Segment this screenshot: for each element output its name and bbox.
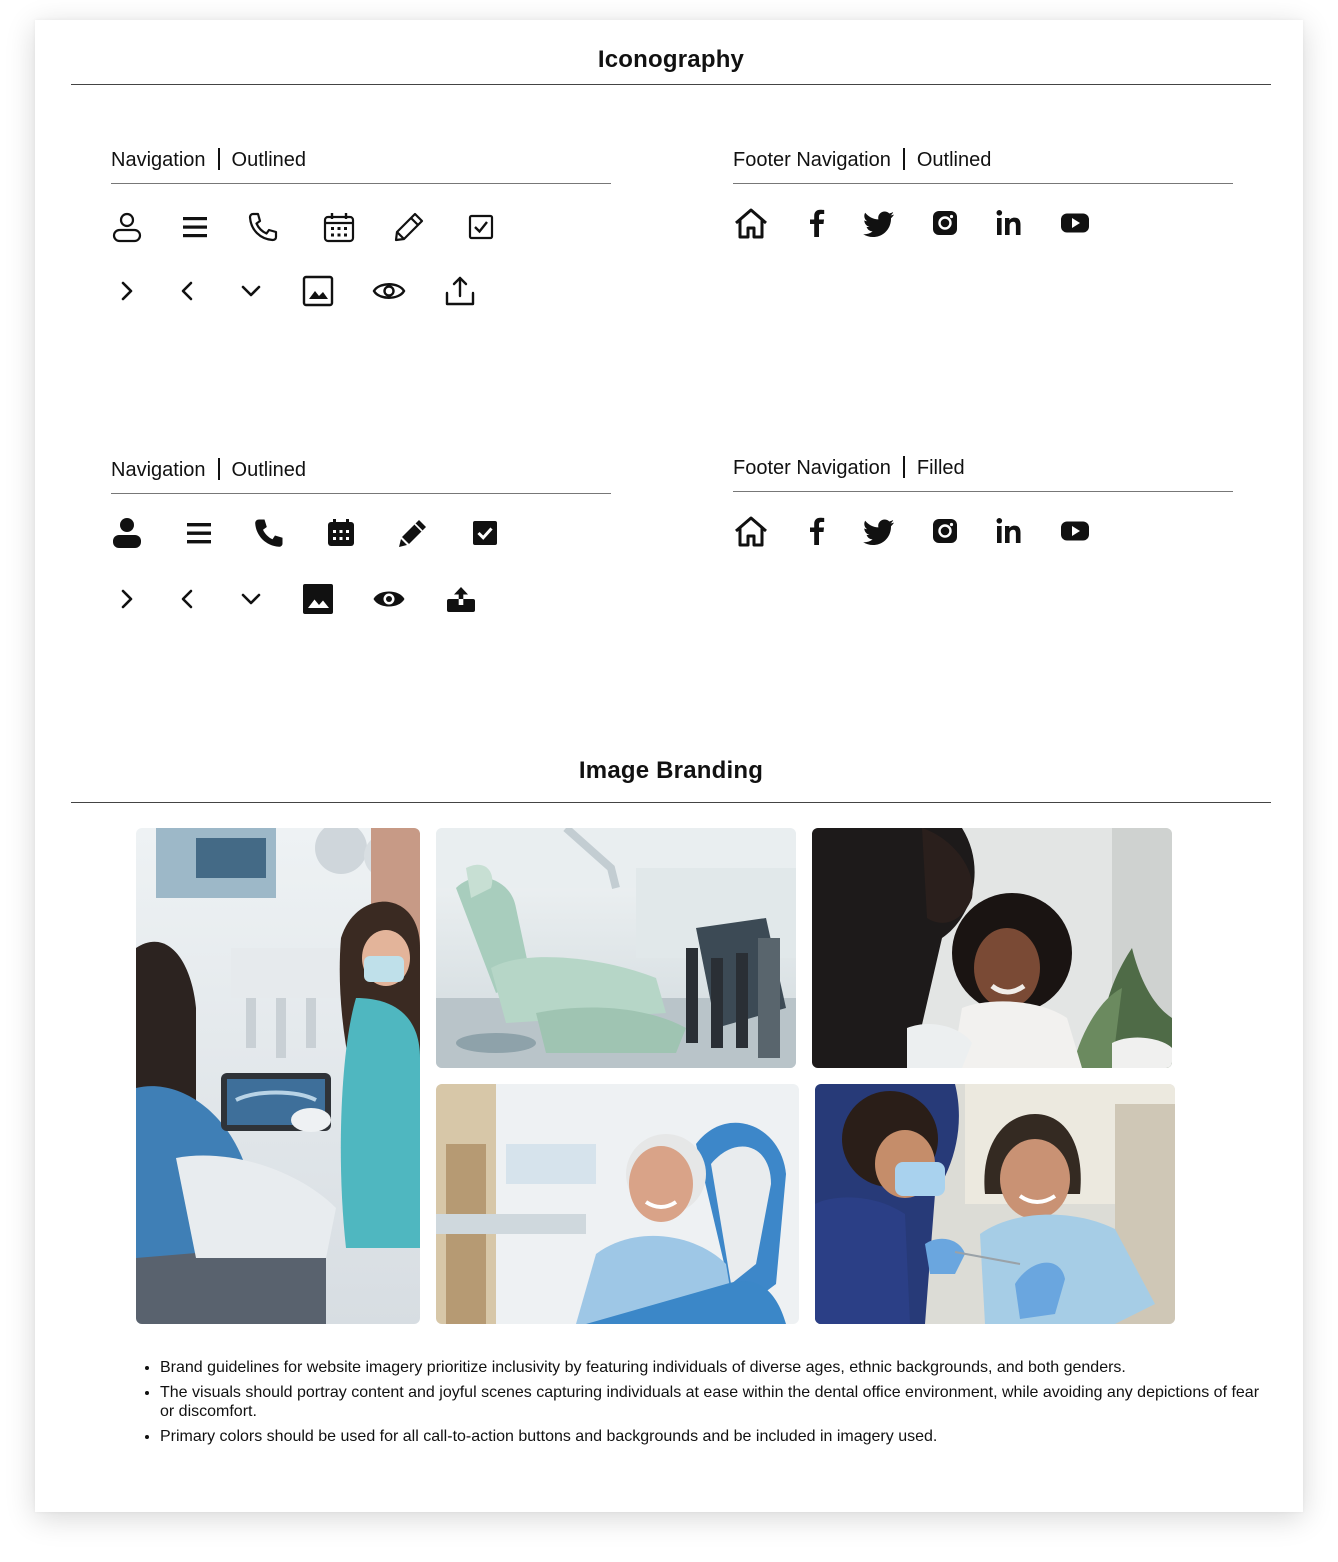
calendar-icon[interactable] xyxy=(323,515,359,551)
twitter-icon[interactable] xyxy=(861,205,897,241)
eye-icon[interactable] xyxy=(371,273,407,309)
dentist-showing-xray-tablet-photo xyxy=(136,828,420,1324)
youtube-icon[interactable] xyxy=(1057,205,1093,241)
pencil-icon[interactable] xyxy=(391,209,427,245)
iconography-title: Iconography xyxy=(597,46,745,73)
home-icon[interactable] xyxy=(733,513,769,549)
menu-icon[interactable] xyxy=(181,515,217,551)
facebook-icon[interactable] xyxy=(799,513,835,549)
group-header xyxy=(733,455,1233,481)
user-icon[interactable] xyxy=(109,515,145,551)
phone-icon[interactable] xyxy=(251,515,287,551)
group-style: Filled xyxy=(916,457,965,479)
chevron-left-icon[interactable] xyxy=(169,581,205,617)
image-branding-divider xyxy=(71,802,1271,803)
phone-icon[interactable] xyxy=(245,209,281,245)
group-style: Outlined xyxy=(231,149,307,171)
group-name: Navigation xyxy=(111,149,206,171)
menu-icon[interactable] xyxy=(177,209,213,245)
header-separator xyxy=(218,148,220,170)
checkbox-icon[interactable] xyxy=(467,515,503,551)
user-icon[interactable] xyxy=(109,209,145,245)
eye-icon[interactable] xyxy=(371,581,407,617)
group-header xyxy=(111,457,611,483)
chevron-down-icon[interactable] xyxy=(233,581,269,617)
footer-filled-group xyxy=(733,455,1233,481)
imagery-guidelines-list xyxy=(140,1358,1270,1452)
chevron-left-icon[interactable] xyxy=(169,273,205,309)
chevron-right-icon[interactable] xyxy=(109,581,145,617)
group-header xyxy=(733,147,1233,173)
man-at-dental-checkup-photo xyxy=(815,1084,1175,1324)
pencil-icon[interactable] xyxy=(395,515,431,551)
image-icon[interactable] xyxy=(300,273,336,309)
footer-outlined-group xyxy=(733,147,1233,173)
image-branding-title: Image Branding xyxy=(578,757,764,784)
home-icon[interactable] xyxy=(733,205,769,241)
instagram-icon[interactable] xyxy=(927,205,963,241)
chevron-down-icon[interactable] xyxy=(233,273,269,309)
share-icon[interactable] xyxy=(443,581,479,617)
senior-woman-in-dental-chair-photo xyxy=(436,1084,799,1324)
group-divider xyxy=(111,493,611,494)
nav-outlined-group xyxy=(111,147,611,173)
guideline-item: • Brand guidelines for website imagery prioritize inclusivity by featuring individuals of diverse ages, ethnic backgrounds, and both genders. xyxy=(160,1358,1270,1377)
image-icon[interactable] xyxy=(300,581,336,617)
group-divider xyxy=(733,491,1233,492)
brand-guide-card xyxy=(35,20,1303,1512)
iconography-divider xyxy=(71,84,1271,85)
group-header xyxy=(111,147,611,173)
empty-dental-chair-photo xyxy=(436,828,796,1068)
nav-filled-group xyxy=(111,457,611,483)
linkedin-icon[interactable] xyxy=(991,205,1027,241)
guideline-item: • Primary colors should be used for all call-to-action buttons and backgrounds and be included in imagery used. xyxy=(160,1427,1270,1446)
group-divider xyxy=(733,183,1233,184)
facebook-icon[interactable] xyxy=(799,205,835,241)
linkedin-icon[interactable] xyxy=(991,513,1027,549)
group-name: Navigation xyxy=(111,459,206,481)
group-name: Footer Navigation xyxy=(733,457,891,479)
header-separator xyxy=(903,148,905,170)
group-style: Outlined xyxy=(231,459,307,481)
group-style: Outlined xyxy=(916,149,992,171)
chevron-right-icon[interactable] xyxy=(109,273,145,309)
share-icon[interactable] xyxy=(442,273,478,309)
group-name: Footer Navigation xyxy=(733,149,891,171)
header-separator xyxy=(903,456,905,478)
twitter-icon[interactable] xyxy=(861,513,897,549)
guideline-item: • The visuals should portray content and joyful scenes capturing individuals at ease within the dental office environment, while avoiding any depictions of fear or discomfort. xyxy=(160,1383,1270,1421)
group-divider xyxy=(111,183,611,184)
instagram-icon[interactable] xyxy=(927,513,963,549)
calendar-icon[interactable] xyxy=(321,209,357,245)
smiling-woman-with-dentist-photo xyxy=(812,828,1172,1068)
checkbox-icon[interactable] xyxy=(463,209,499,245)
youtube-icon[interactable] xyxy=(1057,513,1093,549)
header-separator xyxy=(218,458,220,480)
